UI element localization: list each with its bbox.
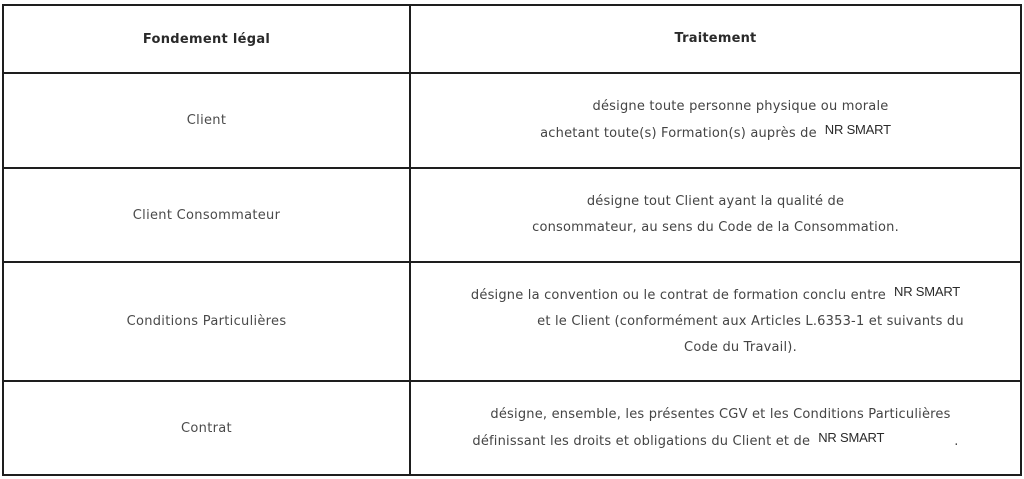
definitions-table (2, 4, 1022, 476)
definition-line: achetant toute(s) Formation(s) auprès de (540, 126, 817, 141)
definition-cell (411, 382, 1020, 474)
term-cell: Client Consommateur (4, 169, 411, 261)
header-traitement: Traitement (674, 31, 757, 46)
term-cell: Conditions Particulières (4, 263, 411, 380)
definition-cell (411, 74, 1020, 167)
table-header-row (4, 6, 1020, 74)
header-fondement-legal: Fondement légal (4, 6, 411, 72)
trailing-period: . (954, 433, 959, 449)
definition-line: désigne toute personne physique ou morale (592, 99, 889, 114)
brand-name: NR SMART (894, 284, 961, 299)
table-row (4, 382, 1020, 474)
definition-line: et le Client (conformément aux Articles L.6353-1 et suivants du (537, 314, 964, 329)
table-row (4, 169, 1020, 263)
definition-line: désigne la convention ou le contrat de formation conclu entre (470, 288, 886, 303)
brand-name: NR SMART (824, 122, 891, 137)
table-row (4, 263, 1020, 382)
table-row (4, 74, 1020, 169)
definition-line: consommateur, au sens du Code de la Consommation. (532, 220, 899, 235)
definition-line: désigne, ensemble, les présentes CGV et les Conditions Particulières (490, 406, 951, 422)
definition-line: désigne tout Client ayant la qualité de (586, 194, 845, 209)
definition-line: définissant les droits et obligations du Client et de (472, 433, 811, 449)
term-cell: Client (4, 74, 411, 167)
definition-line: Code du Travail). (684, 340, 797, 355)
term-cell: Contrat (4, 382, 411, 474)
definition-cell (411, 169, 1020, 261)
definition-cell (411, 263, 1020, 380)
brand-name: NR SMART (818, 429, 885, 445)
